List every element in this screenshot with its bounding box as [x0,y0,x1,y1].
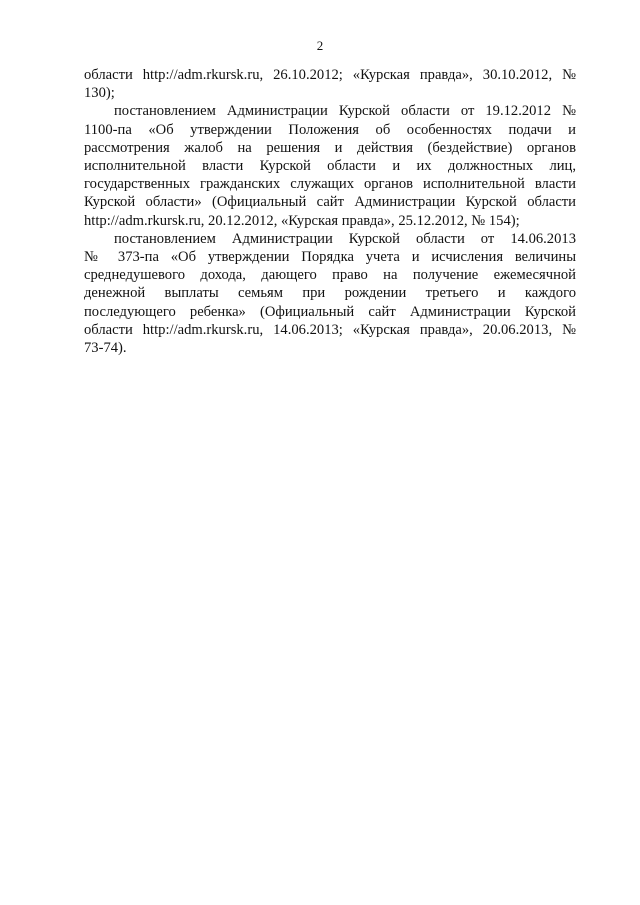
text-line: последующего ребенка» (Официальный сайт Администрации Курской [84,303,576,320]
text-line: 130); [84,85,115,102]
text-line: № 373-па «Об утверждении Порядка учета и исчисления величины [84,249,576,266]
text-line: постановлением Администрации Курской области от 14.06.2013 [114,230,576,247]
text-line: Курской области» (Официальный сайт Администрации Курской области [84,194,576,211]
text-line: http://adm.rkursk.ru, 20.12.2012, «Курская правда», 25.12.2012, № 154); [84,212,520,229]
text-line: государственных гражданских служащих органов исполнительной власти [84,176,576,193]
page-number: 2 [316,38,324,53]
text-line: области http://adm.rkursk.ru, 14.06.2013; «Курская правда», 20.06.2013, № [84,321,576,338]
text-line: рассмотрения жалоб на решения и действия (бездействие) органов [84,139,576,156]
text-line: 73-74). [84,340,127,357]
text-line: постановлением Администрации Курской области от 19.12.2012 № [114,103,576,120]
text-line: 1100-па «Об утверждении Положения об особенностях подачи и [84,121,576,138]
text-line: области http://adm.rkursk.ru, 26.10.2012; «Курская правда», 30.10.2012, № [84,67,576,83]
paragraph-resolution-373 [84,230,576,357]
text-line: исполнительной власти Курской области и их должностных лиц, [84,158,576,175]
text-line: среднедушевого дохода, дающего право на получение ежемесячной [84,267,576,284]
text-line: денежной выплаты семьям при рождении третьего и каждого [84,285,576,302]
document-body [84,66,576,357]
paragraph-continuation [84,66,576,102]
paragraph-resolution-1100 [84,102,576,229]
